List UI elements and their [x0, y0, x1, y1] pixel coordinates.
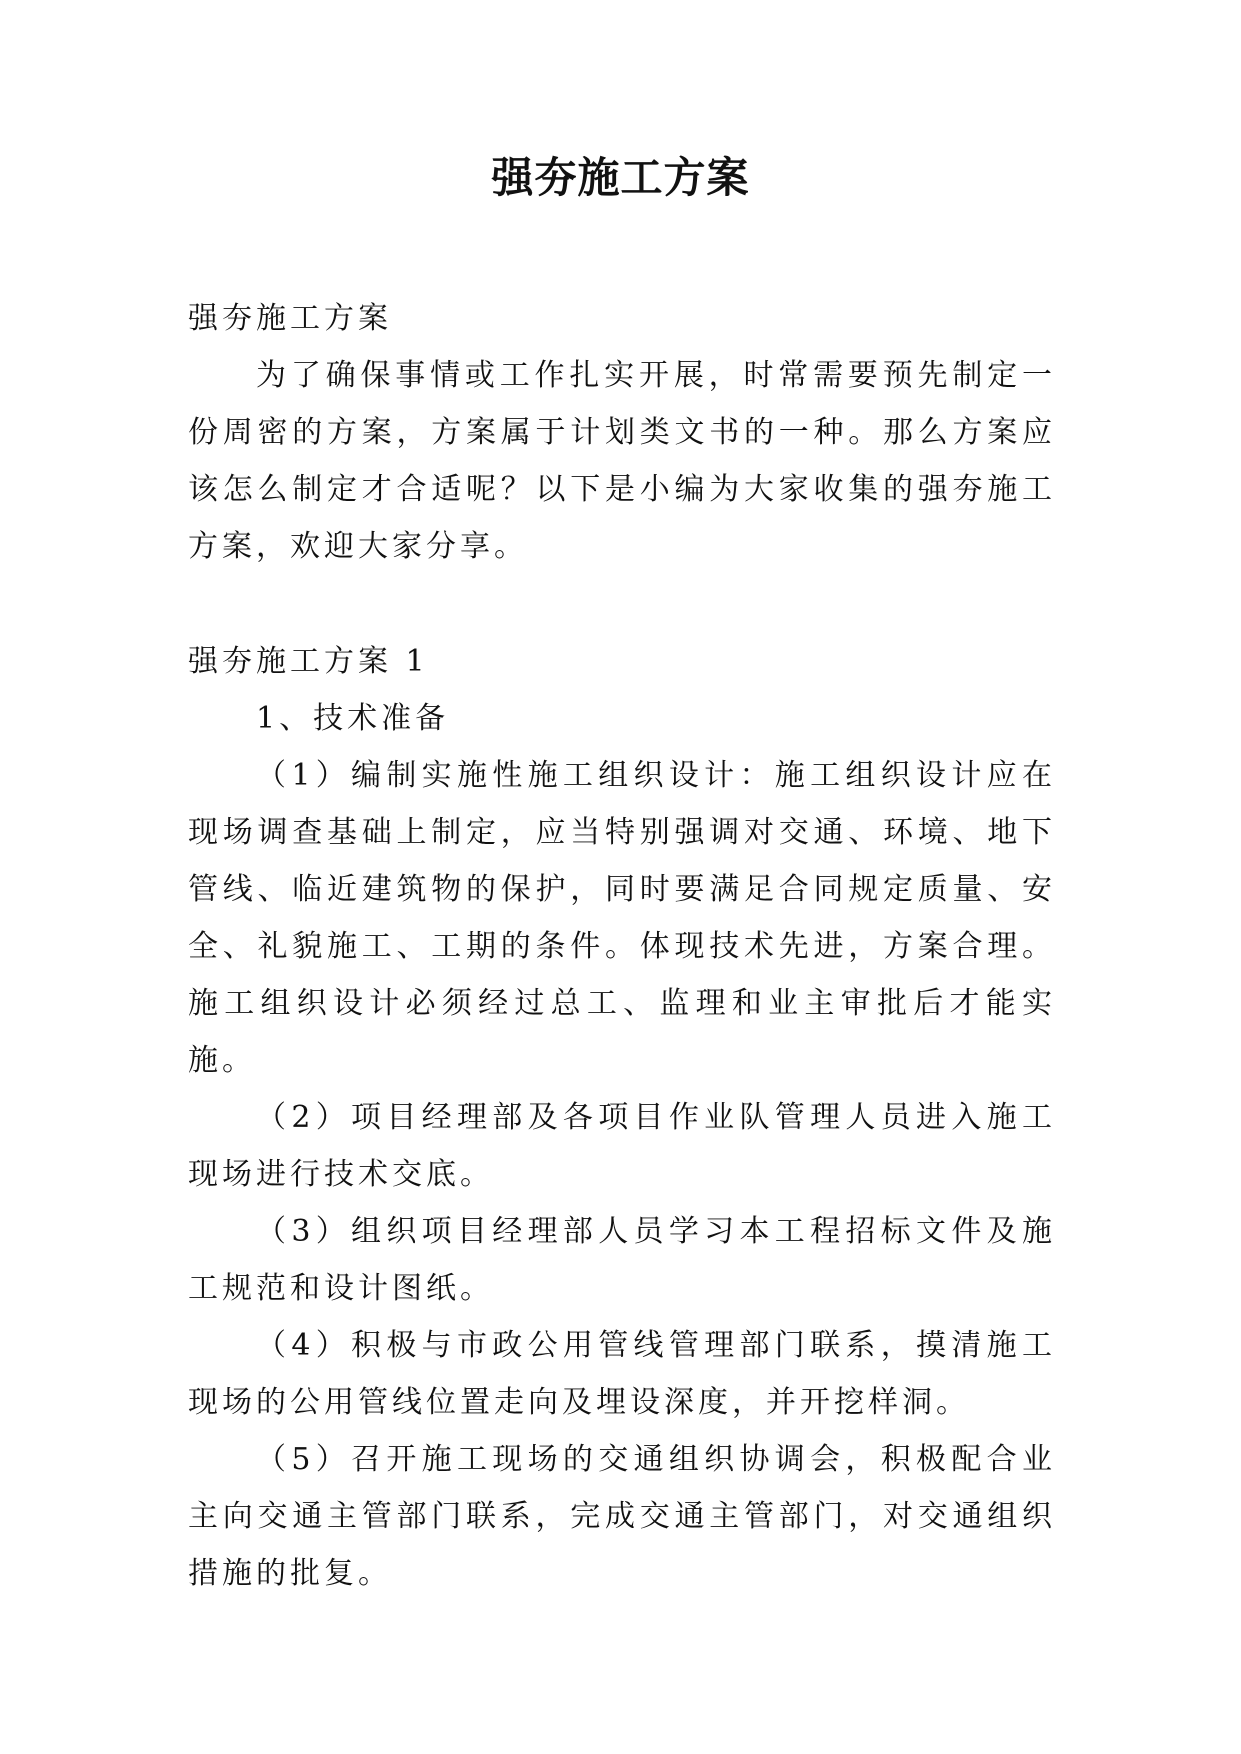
document-title: 强夯施工方案 [491, 153, 750, 202]
intro-paragraph: 为了确保事情或工作扎实开展，时常需要预先制定一份周密的方案，方案属于计划类文书的一种。那么方案应该怎么制定才合适呢？以下是小编为大家收集的强夯施工方案，欢迎大家分享。 [188, 358, 1056, 564]
paragraph-3: （3）组织项目经理部人员学习本工程招标文件及施工规范和设计图纸。 [188, 1214, 1056, 1306]
paragraph-2: （2）项目经理部及各项目作业队管理人员进入施工现场进行技术交底。 [188, 1100, 1056, 1192]
item-heading: 1、技术准备 [256, 701, 450, 736]
document-subtitle: 强夯施工方案 [188, 301, 392, 336]
document-body [188, 290, 1056, 1602]
paragraph-5: （5）召开施工现场的交通组织协调会，积极配合业主向交通主管部门联系，完成交通主管部门，对交通组织措施的批复。 [188, 1442, 1056, 1591]
paragraph-4: （4）积极与市政公用管线管理部门联系，摸清施工现场的公用管线位置走向及埋设深度，并开挖样洞。 [188, 1328, 1056, 1420]
paragraph-1: （1）编制实施性施工组织设计：施工组织设计应在现场调查基础上制定，应当特别强调对交通、环境、地下管线、临近建筑物的保护，同时要满足合同规定质量、安全、礼貌施工、工期的条件。体现技术先进，方案合理。施工组织设计必须经过总工、监理和业主审批后才能实施。 [188, 758, 1056, 1078]
section-heading: 强夯施工方案 1 [188, 644, 429, 679]
